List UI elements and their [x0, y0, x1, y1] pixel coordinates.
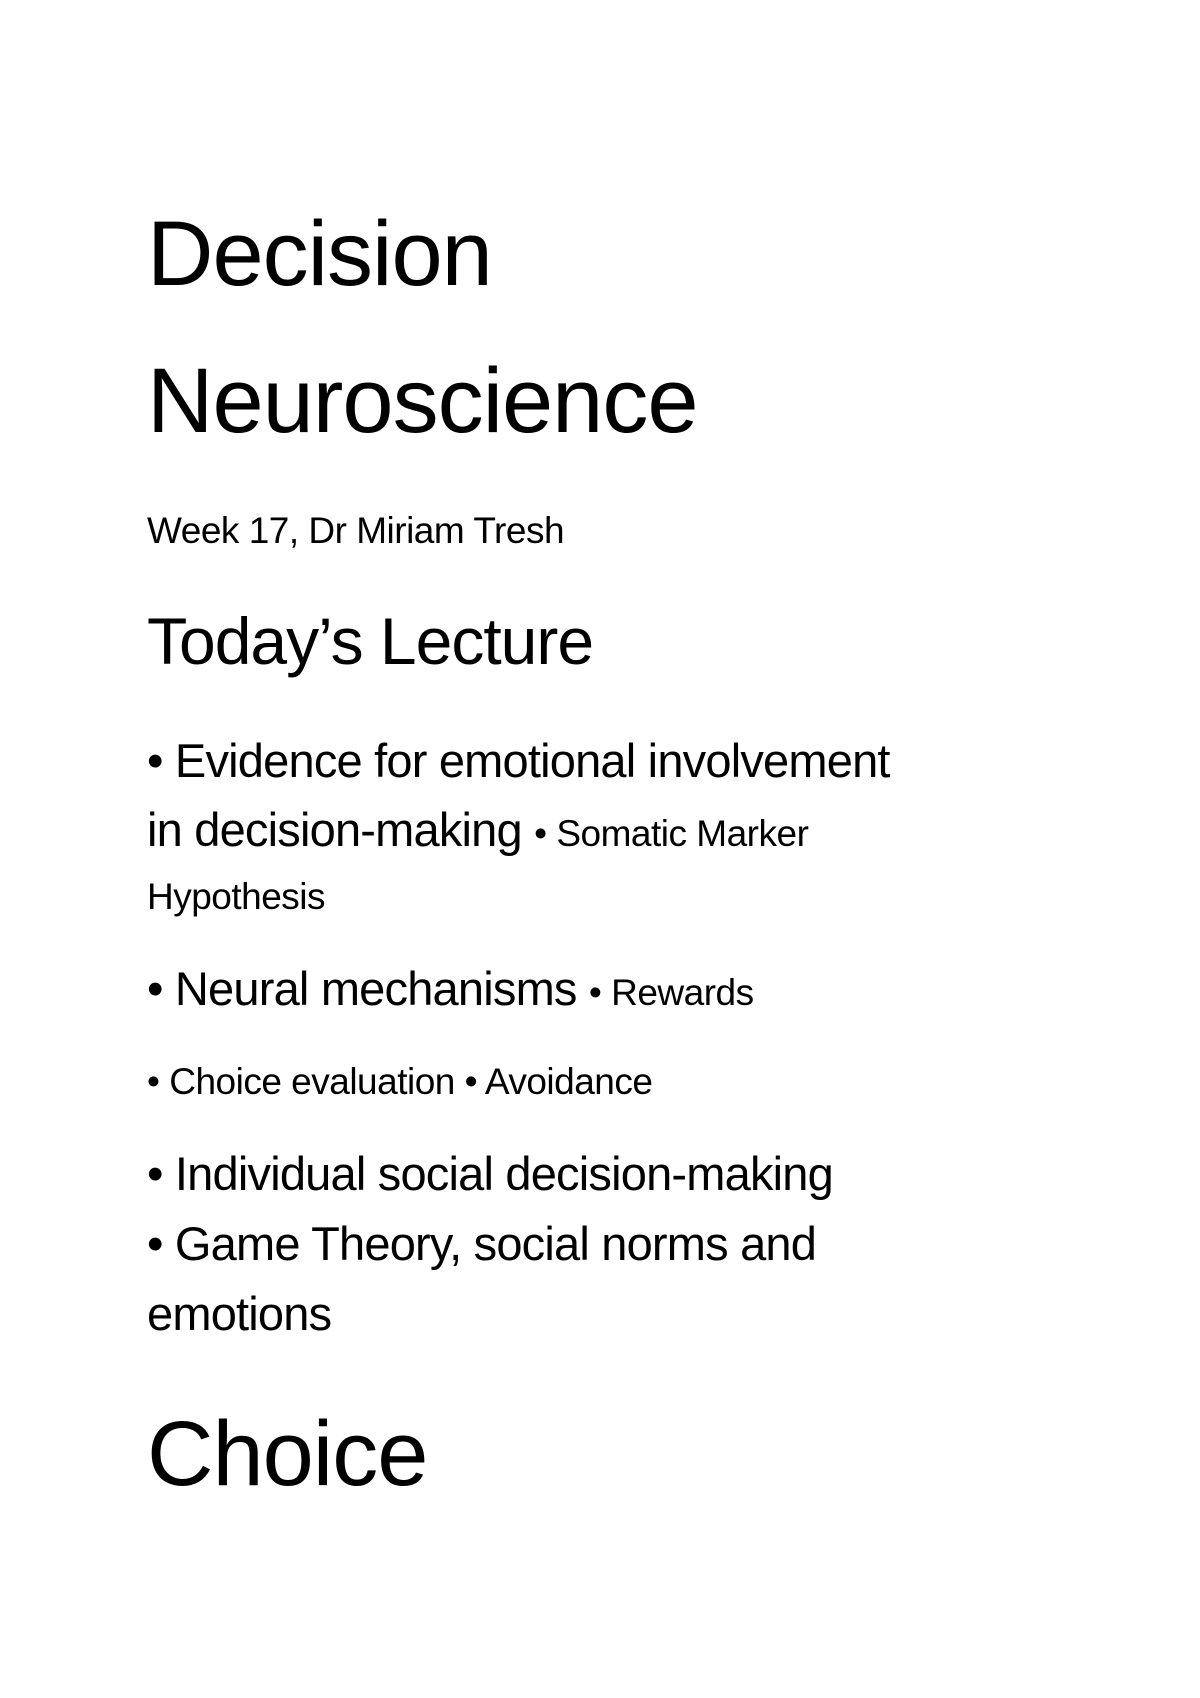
section-heading: Today’s Lecture — [147, 604, 594, 678]
title-line-1: Decision — [147, 203, 492, 305]
bullet-1-line-2 — [147, 803, 809, 856]
bullet-4: • Individual social decision-making — [147, 1147, 833, 1200]
subtitle: Week 17, Dr Miriam Tresh — [147, 510, 565, 551]
next-heading: Choice — [147, 1403, 428, 1505]
title-line-2: Neuroscience — [147, 350, 698, 452]
bullet-3: • Choice evaluation • Avoidance — [147, 1061, 653, 1102]
bullet-1-sub: • Somatic Marker — [534, 813, 809, 854]
bullet-2 — [147, 962, 754, 1015]
bullet-1-line-1: • Evidence for emotional involvement — [147, 734, 890, 787]
bullet-5-line-1: • Game Theory, social norms and — [147, 1217, 817, 1270]
bullet-1-cont: in decision-making — [147, 803, 522, 856]
bullet-2-sub: • Rewards — [588, 972, 754, 1013]
bullet-1-sub-cont: Hypothesis — [147, 876, 326, 917]
bullet-2-main: • Neural mechanisms — [147, 962, 577, 1015]
bullet-5-line-2: emotions — [147, 1287, 332, 1340]
